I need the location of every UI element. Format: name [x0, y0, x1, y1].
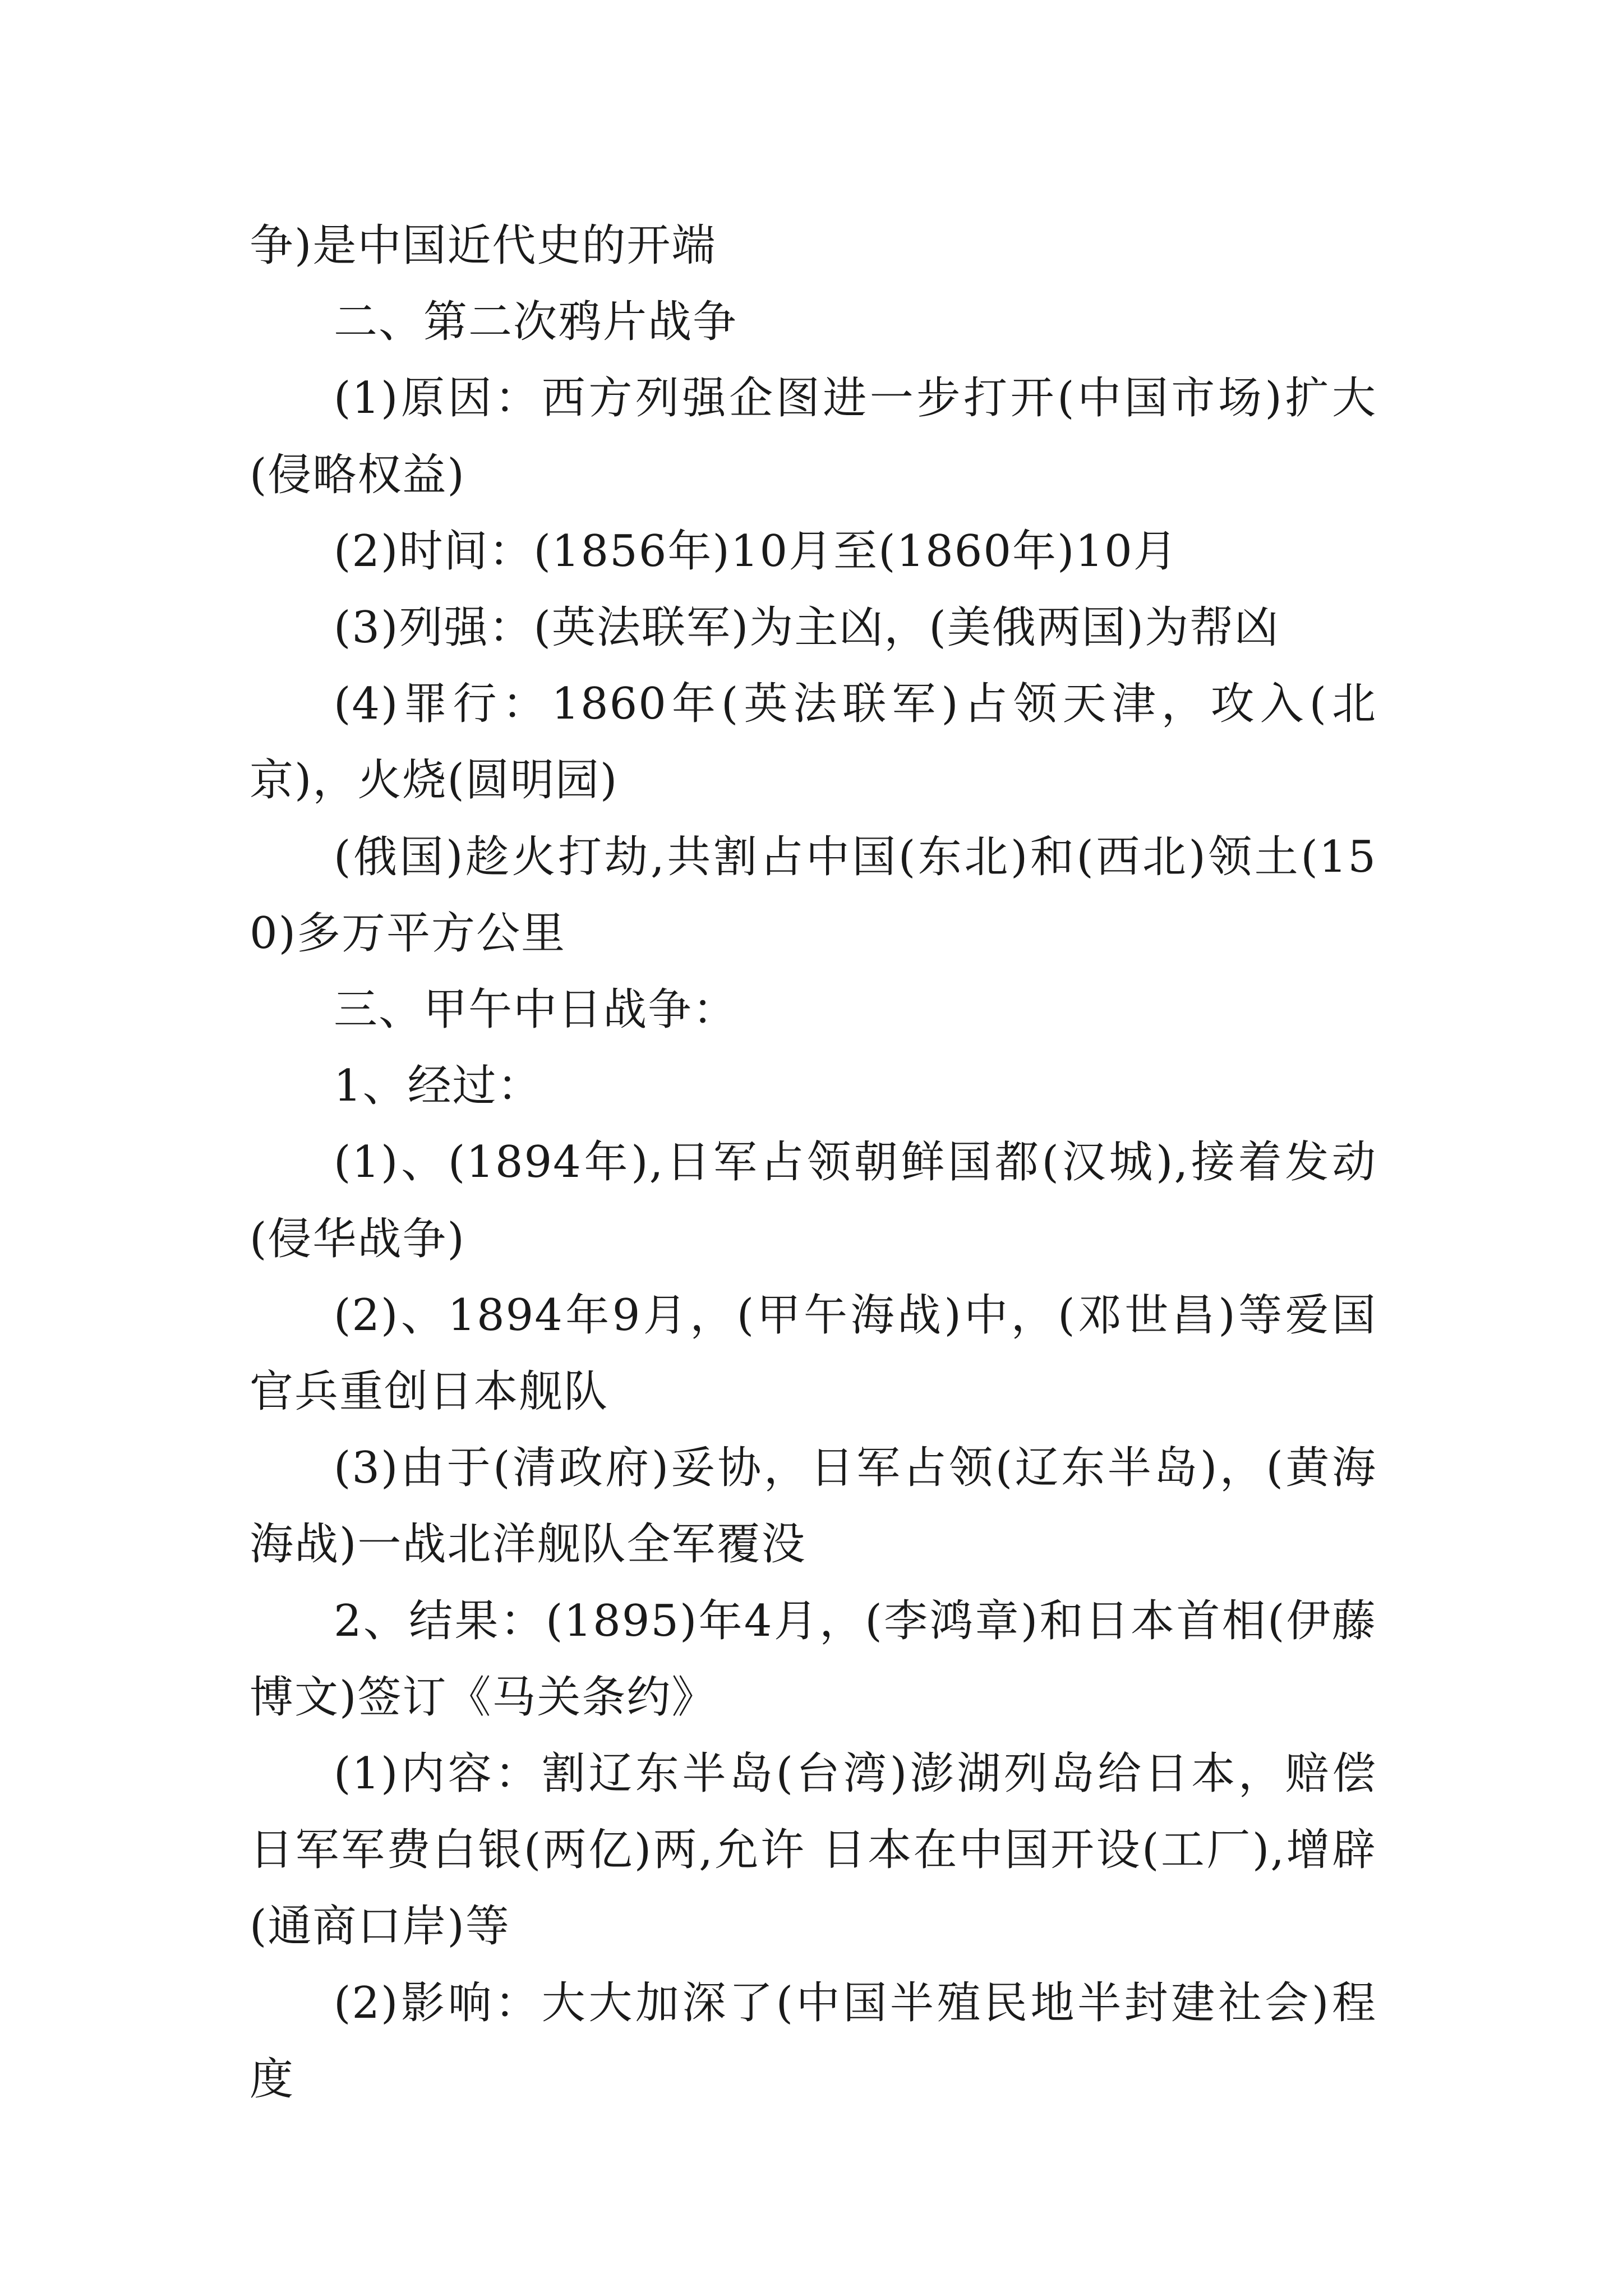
section-heading-sino-japanese-war: 三、甲午中日战争： — [334, 984, 738, 1036]
subheading-course: 1、经过： — [334, 1061, 542, 1112]
paragraph-russia: (俄国)趁火打劫,共割占中国(东北)和(西北)领土(150)多万平方公里 — [250, 831, 1377, 959]
paragraph-course-3: (3)由于(清政府)妥协，日军占领(辽东半岛)，(黄海海战)一战北洋舰队全军覆没 — [250, 1443, 1377, 1570]
paragraph-cause: (1)原因：西方列强企图进一步打开(中国市场)扩大(侵略权益) — [250, 373, 1377, 500]
paragraph-powers: (3)列强：(英法联军)为主凶，(美俄两国)为帮凶 — [334, 602, 1280, 654]
document-body — [250, 208, 1377, 2118]
paragraph-crimes: (4)罪行：1860年(英法联军)占领天津，攻入(北京)，火烧(圆明园) — [250, 679, 1377, 806]
paragraph-treaty-impact: (2)影响：大大加深了(中国半殖民地半封建社会)程度 — [250, 1977, 1377, 2105]
section-heading-second-opium-war: 二、第二次鸦片战争 — [334, 297, 738, 348]
paragraph-treaty-content: (1)内容：割辽东半岛(台湾)澎湖列岛给日本，赔偿日军军费白银(两亿)两,允许 日本在中国开设(工厂),增辟(通商口岸)等 — [250, 1749, 1377, 1952]
paragraph-course-2: (2)、1894年9月，(甲午海战)中，(邓世昌)等爱国官兵重创日本舰队 — [250, 1290, 1377, 1418]
paragraph-continuation: 争)是中国近代史的开端 — [250, 220, 717, 271]
paragraph-time: (2)时间：(1856年)10月至(1860年)10月 — [334, 526, 1178, 577]
paragraph-course-1: (1)、(1894年),日军占领朝鲜国都(汉城),接着发动(侵华战争) — [250, 1137, 1377, 1264]
paragraph-result: 2、结果：(1895)年4月，(李鸿章)和日本首相(伊藤博文)签订《马关条约》 — [250, 1595, 1377, 1723]
